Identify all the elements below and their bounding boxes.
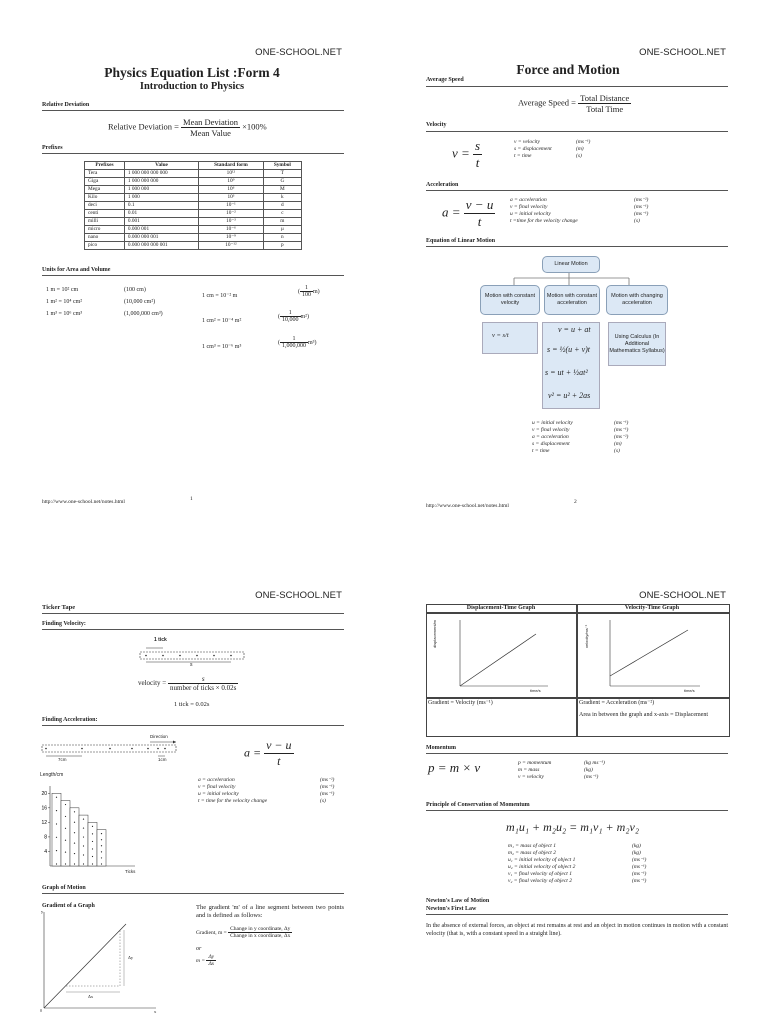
variable-row [508,843,698,850]
table-cell: deci [85,202,125,210]
section-linear-motion: Equation of Linear Motion [426,238,496,244]
vt-ylabel: velocity/ms⁻¹ [584,624,589,648]
acceleration-equation: a = $\frac{v - u}{t}$ [442,197,494,229]
table-row [85,242,302,250]
variable-row [508,871,698,878]
section-units: Units for Area and Volume [42,267,111,273]
page-4 [384,512,768,1024]
variable-text: s = displacement [514,146,552,152]
variable-unit: (kg ms⁻¹) [584,760,605,766]
variable-row [532,448,672,455]
page-2 [384,0,768,512]
variable-text: v₁ = final velocity of object 1 [508,871,572,877]
variable-row [518,760,668,767]
table-cell: 0.1 [124,202,198,210]
units-mid-list [124,284,163,320]
page-3 [0,512,384,1024]
section-newton-first: Newton's First Law [426,906,477,912]
brand-label: ONE-SCHOOL.NET [255,47,342,58]
seven-cm-label: 7cm [58,757,67,762]
section-average-speed: Average Speed [426,77,464,83]
variable-text: u = initial velocity [510,211,551,217]
table-cell: Mega [85,186,125,194]
variable-text: s = displacement [532,441,570,447]
table-cell: d [263,202,301,210]
vt-area-text: Area in between the graph and x-axis = Displacement [579,712,709,718]
divider [42,110,344,111]
eq-v-equals-s-over-t: v = s/t [492,332,509,339]
brand-label: ONE-SCHOOL.NET [255,590,342,601]
table-cell: 1 000 [124,194,198,202]
conservation-variables [508,843,698,885]
units-line: (100 cm) [124,287,146,293]
calculus-box: Using Calculus (In Additional Mathematics Syllabus) [608,322,666,366]
table-cell: 1 000 000 [124,186,198,194]
section-ticker-tape: Ticker Tape [42,604,76,611]
vt-xlabel: time/s [684,688,695,693]
section-finding-velocity: Finding Velocity: [42,621,86,627]
y-tick-label: 4 [44,848,47,855]
origin-label: 0 [40,1008,42,1013]
page-number: 1 [190,496,193,502]
variable-text: t = time [514,153,532,159]
equation-3: s = ut + ½at² [545,368,588,377]
rel-dev-num: Mean Deviation [183,117,239,127]
units-right-frac-2: ( $\frac{1}{10,000}$ m²) [278,310,309,323]
or-label: or [196,946,202,952]
section-conservation: Principle of Conservation of Momentum [426,802,530,808]
footer-url[interactable]: http://www.one-school.net/notes.html [426,503,509,509]
table-header: Symbol [263,162,301,170]
vt-graph-title: Velocity-Time Graph [624,605,680,611]
table-row [85,210,302,218]
equation-4: v² = u² + 2as [548,391,591,400]
dt-ylabel: displacement/m [432,619,437,648]
variable-text: p = momentum [518,760,552,766]
newton-first-law-text: In the absence of external forces, an object at rest remains at rest and an object in motion continues in motion with a constant velocity (that is, with a constant speed in a straight line). [426,923,728,937]
units-right-3: 1 cm³ = 10⁻⁶ m³ [202,344,242,350]
variable-unit: (s) [576,153,582,159]
variable-row [532,434,672,441]
variable-unit: (ms⁻¹) [632,864,647,870]
variable-unit: (ms⁻¹) [632,878,647,884]
velocity-equation: v = $\frac{s}{t}$ [452,138,481,170]
page-subtitle: Introduction to Physics [139,81,245,92]
variable-text: m₂ = mass of object 2 [508,850,556,856]
table-row [85,170,302,178]
table-cell: 10¹² [199,170,264,178]
variable-text: a = acceleration [532,434,569,440]
variable-text: u₂ = initial velocity of object 2 [508,864,576,870]
table-header: Standard form [199,162,264,170]
chart-ylabel: Length/cm [40,772,64,778]
one-tick-time: 1 tick = 0.02s [174,701,210,708]
variable-unit: (ms⁻¹) [320,784,335,790]
table-cell: c [263,210,301,218]
section-graph-of-motion: Graph of Motion [42,885,86,891]
variable-unit: (s) [634,218,640,224]
variable-text: v = final velocity [510,204,548,210]
dy-label: Δy [128,955,134,960]
table-cell: nano [85,234,125,242]
table-cell: G [263,178,301,186]
table-header: Prefixes [85,162,125,170]
table-cell: 10⁻³ [199,218,264,226]
table-cell: milli [85,218,125,226]
table-cell: 10⁻¹ [199,202,264,210]
variable-row [532,441,672,448]
table-cell: micro [85,226,125,234]
table-row [85,226,302,234]
average-speed-formula: Average Speed = $\frac{\text{Total Distance}}{\text{Total Time}}$ [518,93,630,114]
table-cell: 0.000 000 001 [124,234,198,242]
variable-unit: (ms⁻²) [634,197,649,203]
variable-text: v = final velocity [198,784,236,790]
one-cm-label: 1cm [158,757,167,762]
table-row [85,186,302,194]
page-title: Force and Motion [516,62,620,77]
equation-2: s = ½(u + v)t [547,345,591,354]
brand-label: ONE-SCHOOL.NET [639,47,726,58]
table-cell: 10⁻¹² [199,242,264,250]
variable-unit: (s) [320,798,326,804]
equation-1: v = u + at [558,325,591,334]
table-cell: 1 000 000 000 000 [124,170,198,178]
conservation-equation: m₁u₁ + m₂u₂ = m₁v₁ + m₂v₂ [506,820,639,834]
table-cell: m [263,218,301,226]
gradient-description: The gradient 'm' of a line segment between two points and is defined as follows: [196,904,344,919]
constant-acceleration-box: Motion with constant acceleration [544,285,600,315]
prefixes-table [84,161,302,250]
m-formula: m = $\frac{\Delta y}{\Delta x}$ [196,954,215,967]
variable-unit: (ms⁻¹) [614,427,629,433]
divider [426,810,728,811]
variable-unit: (ms⁻¹) [576,139,591,145]
velocity-result-box [482,322,538,354]
units-line: (10,000 cm²) [124,299,156,305]
vt-gradient-text: Gradient = Acceleration (ms⁻²) [579,700,655,706]
variable-unit: (ms⁻¹) [584,774,599,780]
momentum-equation: p = m × v [428,760,481,775]
variable-unit: (ms⁻¹) [634,204,649,210]
dt-xlabel: time/s [530,688,541,693]
variable-unit: (ms⁻¹) [632,871,647,877]
changing-acceleration-box: Motion with changing acceleration [606,285,668,315]
table-row [85,202,302,210]
momentum-variables [518,760,668,781]
table-cell: 10⁶ [199,186,264,194]
variable-text: t =time for the velocity change [510,218,578,224]
tick-label: 1 tick [154,637,167,643]
variable-text: v = velocity [518,774,545,780]
table-cell: 0.000 000 000 001 [124,242,198,250]
table-cell: M [263,186,301,194]
variable-row [518,767,668,774]
brand-label: ONE-SCHOOL.NET [639,590,726,601]
table-cell: Kilo [85,194,125,202]
dx-label: Δx [88,994,94,999]
divider [426,753,728,754]
table-cell: T [263,170,301,178]
table-cell: n [263,234,301,242]
variable-row [532,427,672,434]
gradient-graph [0,512,384,1024]
variable-unit: (ms⁻¹) [634,211,649,217]
variable-unit: (m) [614,441,622,447]
table-cell: centi [85,210,125,218]
y-tick-label: 20 [41,790,47,797]
variable-unit: (kg) [632,843,641,849]
variable-row [508,857,698,864]
variable-row [518,774,668,781]
variable-unit: (s) [614,448,620,454]
variable-unit: (ms⁻²) [320,777,335,783]
section-relative-deviation: Relative Deviation [42,102,90,108]
units-line: 1 m = 10² cm [46,287,79,293]
variable-text: u = initial velocity [532,420,573,426]
constant-velocity-box: Motion with constant velocity [480,285,540,315]
table-cell: 0.01 [124,210,198,218]
linear-motion-variables [532,420,672,455]
rel-dev-tail: ×100% [242,121,267,132]
variable-unit: (ms⁻¹) [320,791,335,797]
variable-unit: (kg) [632,850,641,856]
rel-dev-den: Mean Value [190,128,231,138]
section-prefixes: Prefixes [42,145,63,151]
s-label: s [190,662,193,668]
units-line: 1 m³ = 10⁶ cm³ [46,311,83,317]
relative-deviation-formula [108,117,267,138]
units-right-2: 1 cm² = 10⁻⁴ m² [202,318,242,324]
variable-unit: (m) [576,146,584,152]
acceleration-equation: a = $\frac{v - u}{t}$ [244,738,292,768]
variable-text: u₁ = initial velocity of object 1 [508,857,576,863]
variable-text: m₁ = mass of object 1 [508,843,556,849]
section-finding-acceleration: Finding Acceleration: [42,717,98,723]
variable-text: a = acceleration [198,777,235,783]
variable-text: t = time for the velocity change [198,798,268,804]
divider [42,153,344,154]
divider [426,914,728,915]
variable-text: v = final velocity [532,427,570,433]
variable-text: m = mass [518,767,540,773]
table-header: Value [124,162,198,170]
section-velocity: Velocity [426,122,447,128]
table-cell: p [263,242,301,250]
page-number: 2 [574,499,577,505]
chart-xlabel: Ticks [125,869,136,874]
y-tick-label: 12 [41,819,47,826]
table-cell: 10⁻⁹ [199,234,264,242]
axis-y-label: y [41,909,44,914]
table-row [85,218,302,226]
dt-graph-title: Displacement-Time Graph [466,605,536,611]
table-cell: 0.001 [124,218,198,226]
gradient-formula: Gradient, m = $\frac{\text{Change in y coordinate, Δy}}{\text{Change in x coordinate, Δx}}$ [196,926,291,939]
section-momentum: Momentum [426,745,456,751]
variable-unit: (kg) [584,767,593,773]
variable-text: v₂ = final velocity of object 2 [508,878,572,884]
units-line: 1 m² = 10⁴ cm² [46,299,83,305]
units-left-list [46,284,82,320]
table-cell: Tera [85,170,125,178]
table-cell: 10³ [199,194,264,202]
variable-unit: (ms⁻¹) [614,420,629,426]
footer-url[interactable]: http://www.one-school.net/notes.html [42,499,125,505]
variable-text: v = velocity [514,139,541,145]
table-cell: 10⁻⁶ [199,226,264,234]
table-cell: μ [263,226,301,234]
table-row [85,194,302,202]
table-cell: 10⁻² [199,210,264,218]
variable-text: u = initial velocity [198,791,239,797]
units-right-1: 1 cm = 10⁻² m [202,293,238,299]
section-acceleration: Acceleration [426,182,459,188]
linear-motion-box: Linear Motion [542,256,600,273]
units-right-frac-3: ( $\frac{1}{1,000,000}$ m³) [278,336,317,349]
y-tick-label: 8 [44,834,47,841]
units-right-frac-1: ( $\frac{1}{100}$ m) [298,285,320,298]
variable-text: t = time [532,448,550,454]
table-cell: pico [85,242,125,250]
variable-row [508,878,698,885]
rel-dev-lhs: Relative Deviation = [108,121,179,132]
variable-unit: (ms⁻¹) [632,857,647,863]
table-cell: 0.000 001 [124,226,198,234]
variable-row [532,420,672,427]
axis-x-label: x [154,1009,157,1014]
dt-gradient-text: Gradient = Velocity (ms⁻¹) [428,700,493,706]
table-cell: 1 000 000 000 [124,178,198,186]
divider [42,275,344,276]
velocity-ticker-formula: velocity = $\frac{s}{\text{number of ticks × 0.02s}}$ [138,675,237,692]
table-row [85,234,302,242]
page-title: Physics Equation List :Form 4 [104,65,280,80]
variable-row [508,864,698,871]
table-cell: 10⁹ [199,178,264,186]
page-1 [0,0,384,512]
variable-row [508,850,698,857]
table-cell: k [263,194,301,202]
section-gradient: Gradient of a Graph [42,903,95,909]
units-line: (1,000,000 cm³) [124,311,163,317]
y-tick-label: 16 [41,805,47,812]
table-cell: Giga [85,178,125,186]
variable-unit: (ms⁻²) [614,434,629,440]
direction-label: Direction [150,734,168,739]
table-row [85,178,302,186]
section-newton-law: Newton's Law of Motion [426,898,490,904]
variable-text: a = acceleration [510,197,547,203]
